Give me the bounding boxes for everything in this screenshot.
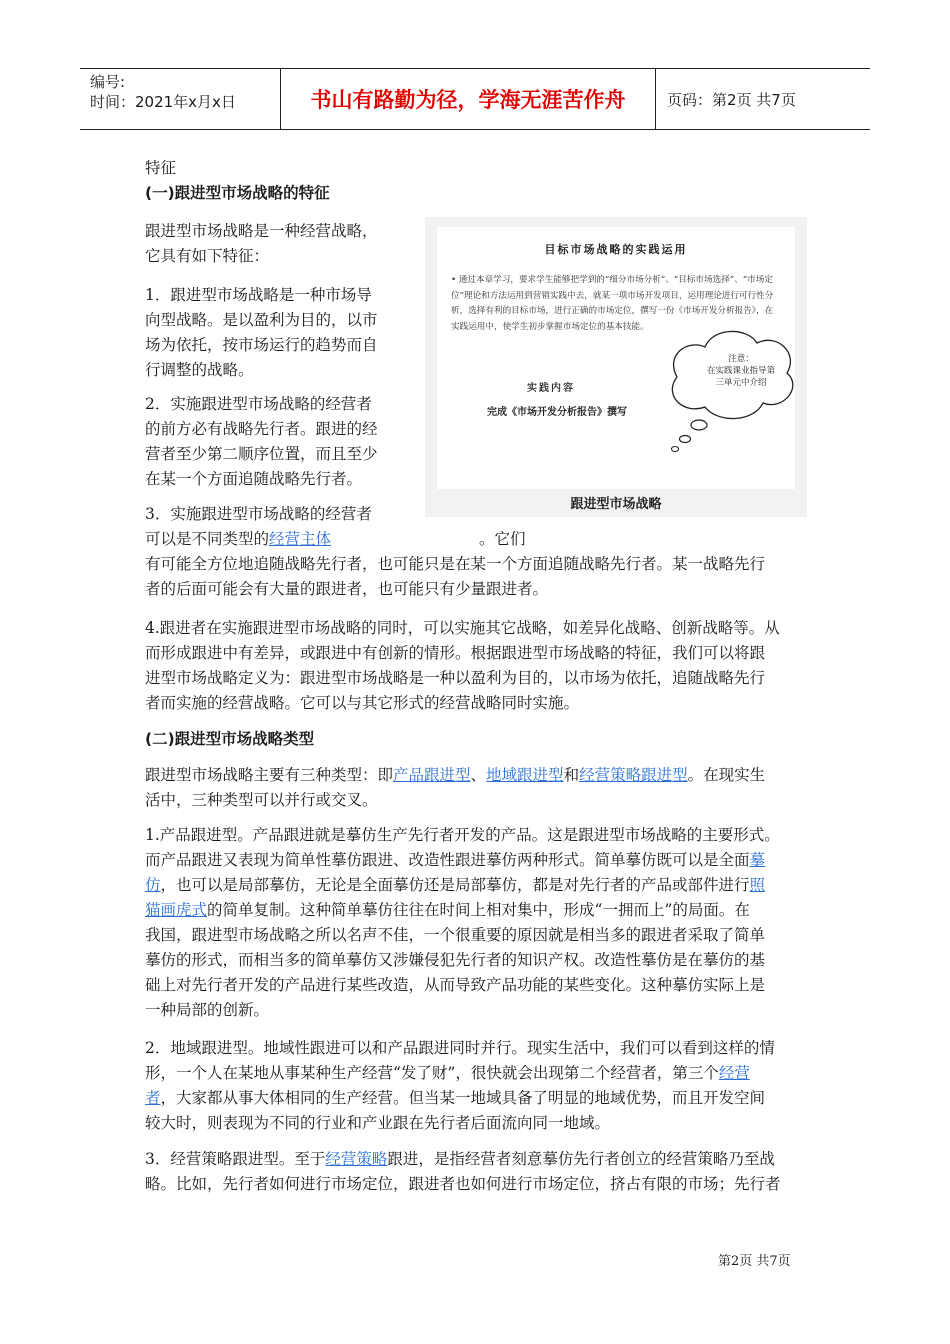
paragraph: 跟进型市场战略主要有三种类型：即产品跟进型、地域跟进型和经营策略跟进型。在现实生 活中，三种类型可以并行或交叉。 [145,766,766,809]
number-label: 编号: [90,73,126,91]
paragraph: 2．实施跟进型市场战略的经营者 的前方必有战略先行者。跟进的经 营者至少第二顺序位置，而且至少 在某一个方面追随战略先行者。 [145,395,378,488]
figure [425,217,807,517]
link-region-follow[interactable]: 地域跟进型 [486,766,564,784]
header-meta [80,69,281,129]
section-heading-2: (二)跟进型市场战略类型 [145,730,315,748]
figure-title: 目标市场战略的实践运用 [544,243,688,256]
figure-image [437,227,795,489]
figure-caption: 跟进型市场战略 [570,497,662,512]
page-header [80,68,870,130]
paragraph: 3．实施跟进型市场战略的经营者 可以是不同类型的经营主体 。它们 有可能全方位地追随战略先行者，也可能只是在某一个方面追随战略先行者。某一战略先行 者的后面可能会有大量的跟进者，也可能只有少量跟进者。 [145,505,766,598]
link-business-strategy[interactable]: 经营策略 [325,1150,388,1168]
header-motto: 书山有路勤为径，学海无涯苦作舟 [281,69,656,129]
paragraph: 3．经营策略跟进型。至于经营策略跟进，是指经营者刻意摹仿先行者创立的经营策略乃至战 略。比如，先行者如何进行市场定位，跟进者也如何进行市场定位，挤占有限的市场；先行者 [145,1150,781,1193]
figure-subtitle: 实践内容 [527,383,575,394]
paragraph: 2．地域跟进型。地域性跟进可以和产品跟进同时并行。现实生活中，我们可以看到这样的情 形，一个人在某地从事某种生产经营“发了财”，很快就会出现第二个经营者，第三个经营 者，大家都从事大体相同的生产经营。但当某一地域具备了明显的地域优势，而且开发空间 较大时，则表现为不同的行业和产业跟在先行者后面流向同一地域。 [145,1039,775,1132]
cloud-note: 注意： 在实践课业指导第 三单元中介绍 [706,354,775,388]
header-page-label: 页码：第2页 共7页 [667,91,796,109]
link-imitation[interactable]: 摹 [749,851,766,869]
link-copycat[interactable]: 猫画虎式 [145,901,208,919]
intro-text: 特征 [145,159,177,177]
figure-task: 完成《市场开发分析报告》撰写 [487,407,627,418]
paragraph: 4.跟进者在实施跟进型市场战略的同时，可以实施其它战略，如差异化战略、创新战略等。从 而形成跟进中有差异，或跟进中有创新的情形。根据跟进型市场战略的特征，我们可以将跟 进型市场战略定义为：跟进型市场战略是一种以盈利为目的，以市场为依托，追随战略先行 者而实施的经营战略。它可以与其它形式的经营战略同时实施。 [145,619,780,712]
paragraph: 1．跟进型市场战略是一种市场导 向型战略。是以盈利为目的，以市 场为依托，按市场运行的趋势而自 行调整的战略。 [145,286,378,379]
link-business-entity[interactable]: 经营主体 [269,530,332,548]
figure-text: • 通过本章学习，要求学生能够把学到的“细分市场分析”、“目标市场选择”、“市场定位”理论和方法运用到营销实践中去，就某一项市场开发项目，运用理论进行可行性分析，选择有利的目标市场，进行正确的市场定位，撰写一份《市场开发分析报告》，在实践运用中，使学生初步掌握市场定位的基本技能。 [451,275,774,332]
paragraph: 跟进型市场战略是一种经营战略， 它具有如下特征： [145,222,378,265]
link-product-follow[interactable]: 产品跟进型 [393,766,471,784]
link-operator[interactable]: 者 [145,1089,161,1107]
section-heading-1: (一)跟进型市场战略的特征 [145,184,330,202]
link-strategy-follow[interactable]: 经营策略跟进型 [579,766,688,784]
page-footer: 第2页 共7页 [718,1254,791,1269]
link-operator[interactable]: 经营 [718,1064,750,1082]
time-label: 时间：2021年x月x日 [90,93,236,111]
paragraph: 1.产品跟进型。产品跟进就是摹仿生产先行者开发的产品。这是跟进型市场战略的主要形式。 而产品跟进又表现为简单性摹仿跟进、改造性跟进摹仿两种形式。简单摹仿既可以是全面摹 仿，也可以是局部摹仿，无论是全面摹仿还是局部摹仿，都是对先行者的产品或部件进行照 猫画虎式的简单复制。这种简单摹仿往往在时间上相对集中，形成“一拥而上”的局面。在 我国，跟进型市场战略之所以名声不佳，一个很重要的原因就是相当多的跟进者采取了简单 摹仿的形式，而相当多的简单摹仿又涉嫌侵犯先行者的知识产权。改造性摹仿是在摹仿的基 础上对先行者开发的产品进行某些改造，从而导致产品功能的某些变化。这种摹仿实际上是 一种局部的创新。 [145,826,780,1019]
link-copycat[interactable]: 照 [749,876,766,894]
link-imitation[interactable]: 仿 [145,876,161,894]
